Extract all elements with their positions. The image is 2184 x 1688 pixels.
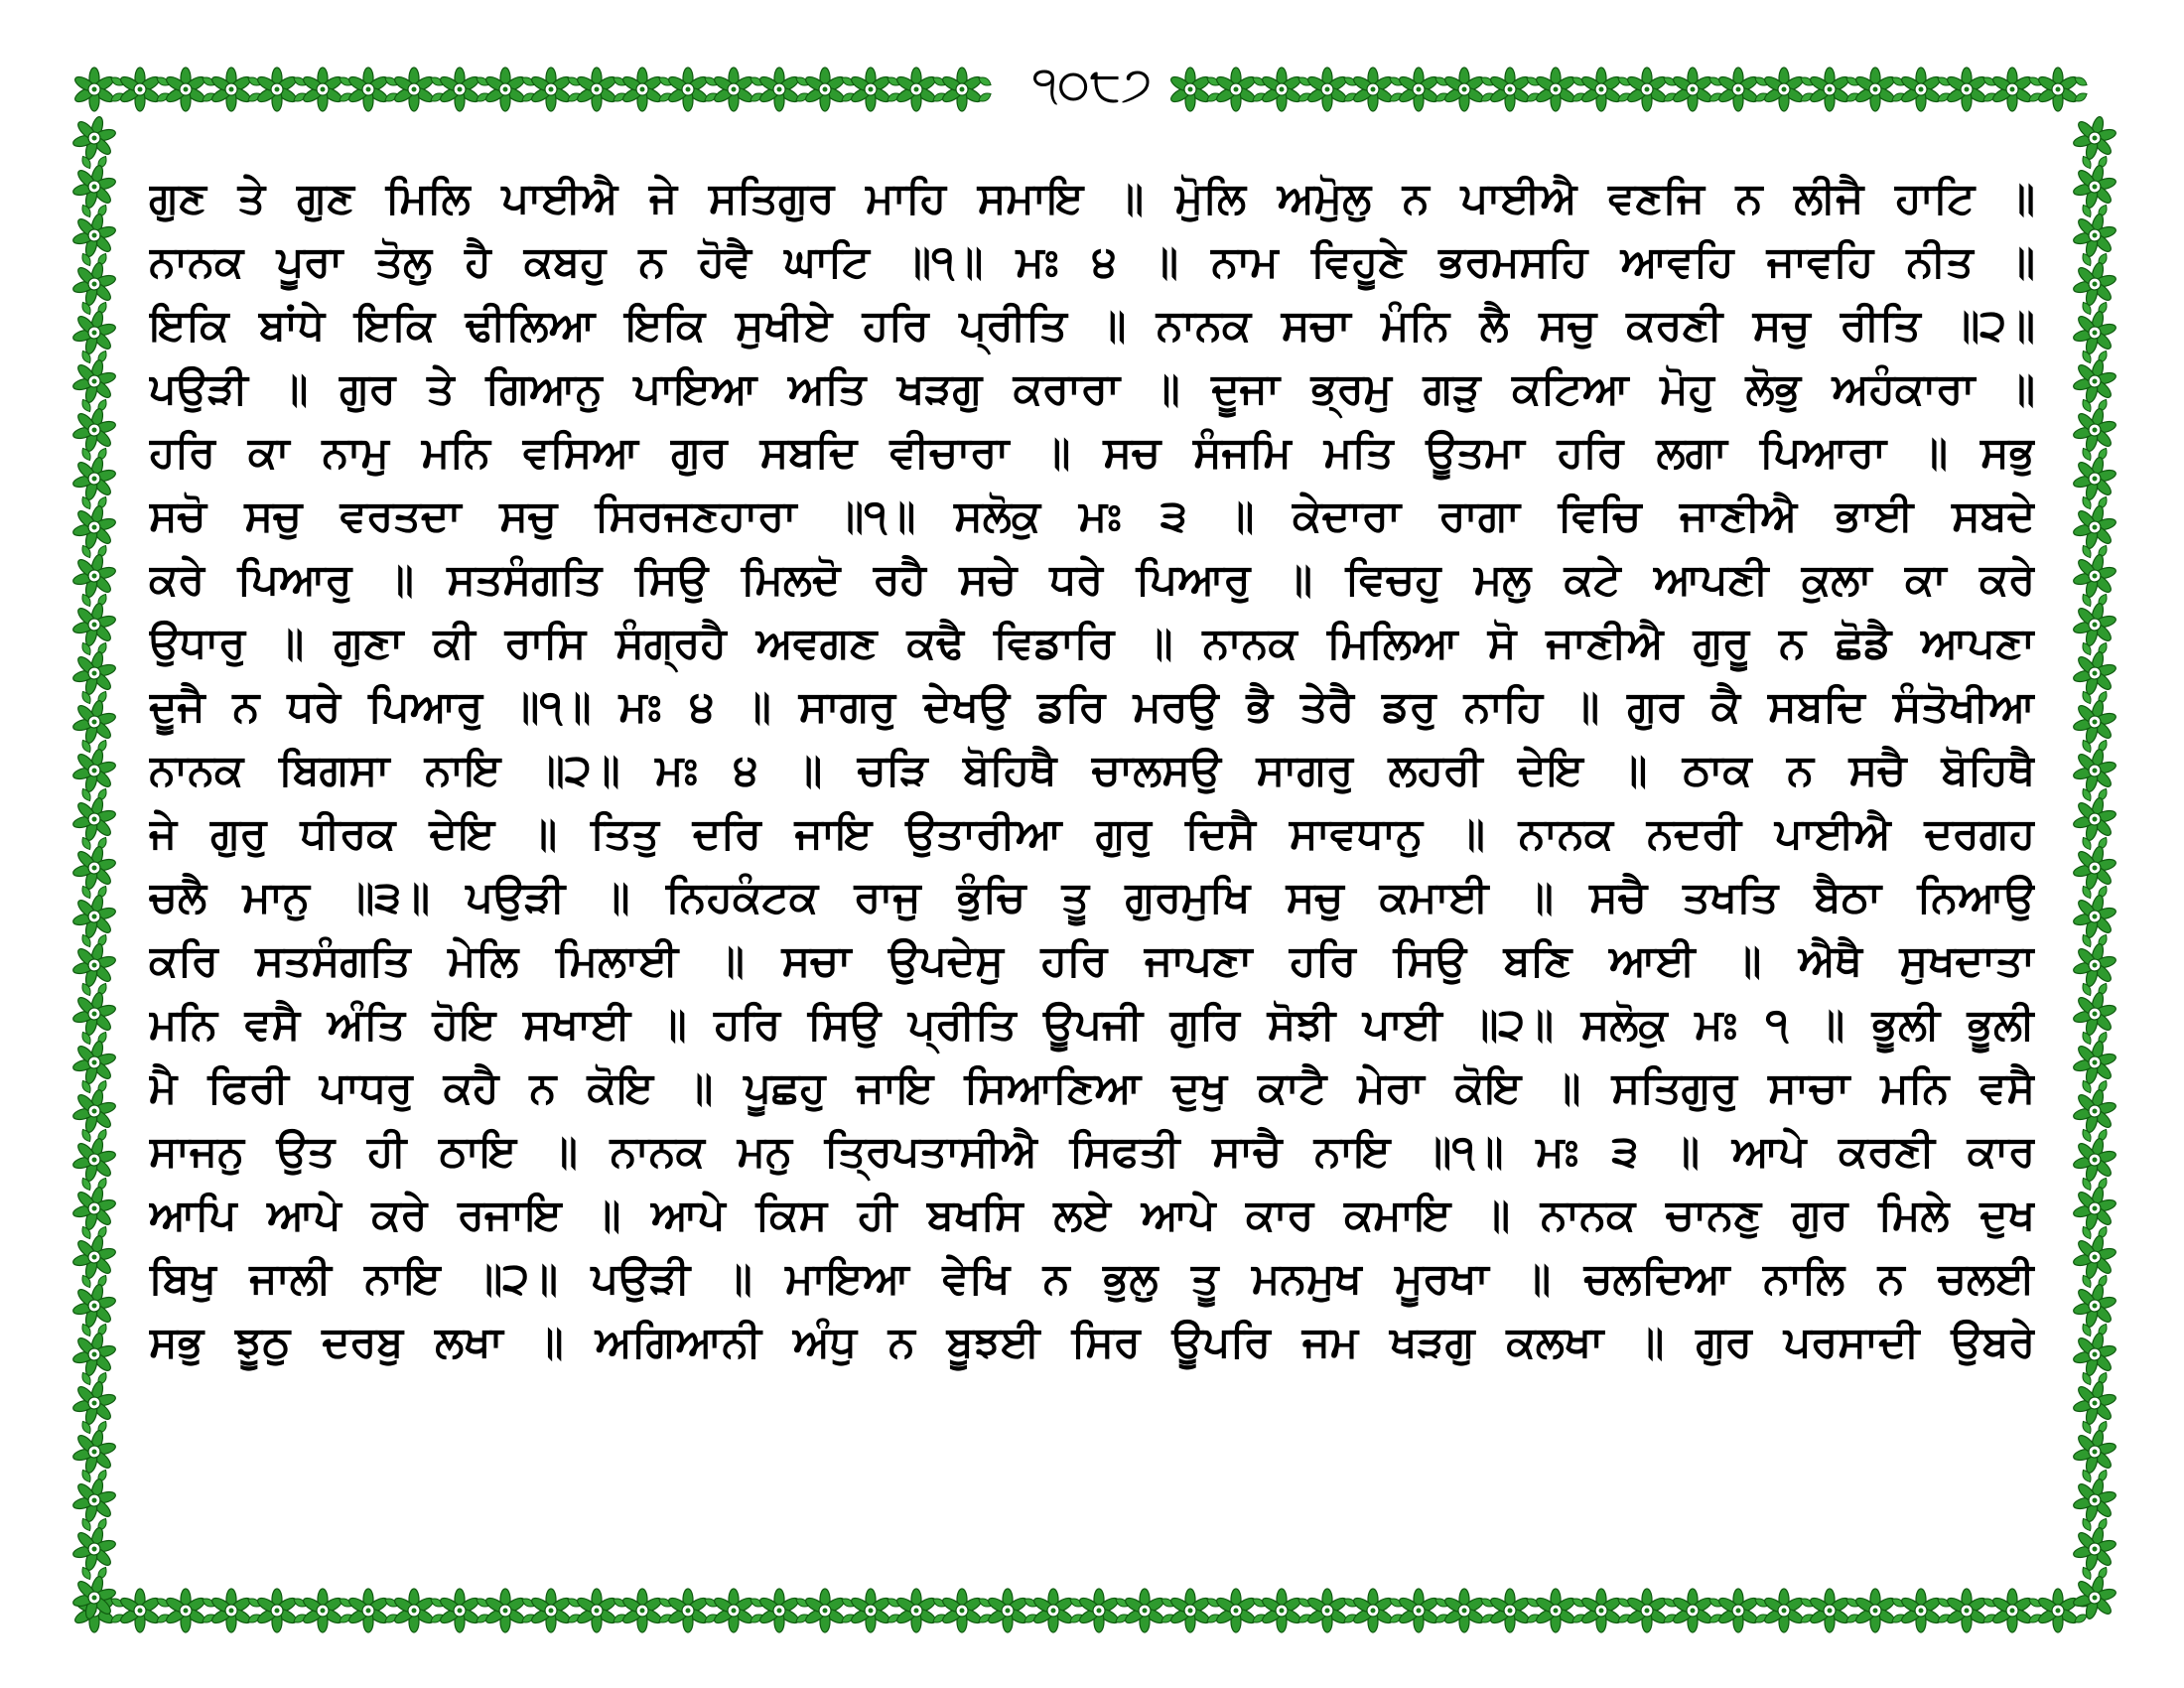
flower-icon — [2068, 744, 2120, 797]
flower-icon — [2068, 257, 2120, 311]
flower-icon — [301, 68, 343, 111]
flower-icon — [346, 1589, 389, 1632]
text-line-3: ਇਕਿ ਬਾਂਧੇ ਇਕਿ ਢੀਲਿਆ ਇਕਿ ਸੁਖੀਏ ਹਰਿ ਪ੍ਰੀਤਿ ॥ ਨਾਨਕ ਸਚਾ ਮੰਨਿ ਲੈ ਸਚੁ ਕਰਣੀ ਸਚੁ ਰੀਤਿ ॥੨॥ — [149, 301, 2035, 351]
flower-icon — [209, 68, 252, 111]
flower-icon — [757, 1589, 800, 1632]
flower-icon — [1625, 1589, 1668, 1632]
text-line-19: ਸਭੁ ਝੂਠੁ ਦਰਬੁ ਲਖਾ ॥ ਅਗਿਆਨੀ ਅੰਧੁ ਨ ਬੂਝਈ ਸਿਰ ਊਪਰਿ ਜਮ ਖੜਗੁ ਕਲਖਾ ॥ ਗੁਰ ਪਰਸਾਦੀ ਉਬਰੇ — [149, 1318, 2035, 1367]
flower-icon — [438, 1589, 480, 1632]
flower-icon — [118, 1589, 161, 1632]
flower-icon — [986, 1589, 1028, 1632]
flower-icon — [575, 1589, 617, 1632]
flower-icon — [1351, 68, 1394, 111]
flower-icon — [1260, 1589, 1302, 1632]
flower-icon — [2068, 1133, 2120, 1187]
flower-icon — [2068, 890, 2120, 943]
flower-icon — [2068, 452, 2120, 505]
flower-icon — [1168, 68, 1211, 111]
flower-icon — [68, 257, 120, 311]
text-line-1: ਗੁਣ ਤੇ ਗੁਣ ਮਿਲਿ ਪਾਈਐ ਜੇ ਸਤਿਗੁਰ ਮਾਹਿ ਸਮਾਇ ॥ ਮੋੁਲਿ ਅਮੋੁਲੁ ਨ ਪਾਈਐ ਵਣਜਿ ਨ ਲੀਜੈ ਹਾਟਿ ॥ — [149, 174, 2035, 223]
flower-icon — [1214, 1589, 1257, 1632]
flower-icon — [1762, 1589, 1805, 1632]
flower-icon — [301, 1589, 343, 1632]
flower-icon — [68, 938, 120, 992]
flower-icon — [1808, 1589, 1850, 1632]
flower-icon — [164, 1589, 206, 1632]
text-line-14: ਮਨਿ ਵਸੈ ਅੰਤਿ ਹੋਇ ਸਖਾਈ ॥ ਹਰਿ ਸਿਉ ਪ੍ਰੀਤਿ ਊਪਜੀ ਗੁਰਿ ਸੋਝੀ ਪਾਈ ॥੨॥ ਸਲੋਕੁ ਮਃ ੧ ॥ ਭੂਲੀ ਭੂਲੀ — [149, 1000, 2035, 1050]
flower-icon — [2068, 792, 2120, 846]
flower-icon — [68, 1230, 120, 1284]
flower-icon — [666, 1589, 709, 1632]
flower-icon — [438, 68, 480, 111]
flower-icon — [712, 68, 754, 111]
flower-icon — [1442, 1589, 1485, 1632]
flower-icon — [1945, 68, 1987, 111]
flower-icon — [575, 68, 617, 111]
flower-icon — [2068, 1328, 2120, 1381]
text-line-11: ਜੇ ਗੁਰੁ ਧੀਰਕ ਦੇਇ ॥ ਤਿਤੁ ਦਰਿ ਜਾਇ ਉਤਾਰੀਆ ਗੁਰੁ ਦਿਸੈ ਸਾਵਧਾਨੁ ॥ ਨਾਨਕ ਨਦਰੀ ਪਾਈਐ ਦਰਗਹ — [149, 809, 2035, 859]
flower-icon — [1579, 68, 1622, 111]
flower-icon — [68, 744, 120, 797]
flower-icon — [2068, 1084, 2120, 1138]
flower-icon — [2068, 695, 2120, 749]
flower-icon — [712, 1589, 754, 1632]
flower-icon — [849, 68, 891, 111]
flower-icon — [1899, 68, 1942, 111]
flower-icon — [1214, 68, 1257, 111]
flower-icon — [1351, 1589, 1394, 1632]
flower-icon — [68, 306, 120, 359]
flower-icon — [68, 1036, 120, 1089]
text-line-10: ਨਾਨਕ ਬਿਗਸਾ ਨਾਇ ॥੨॥ ਮਃ ੪ ॥ ਚੜਿ ਬੋਹਿਥੈ ਚਾਲਸਉ ਸਾਗਰੁ ਲਹਰੀ ਦੇਇ ॥ ਠਾਕ ਨ ਸਚੈ ਬੋਹਿਥੈ — [149, 746, 2035, 795]
flower-icon — [68, 646, 120, 700]
flower-icon — [68, 452, 120, 505]
text-line-12: ਚਲੈ ਮਾਨੁ ॥੩॥ ਪਉੜੀ ॥ ਨਿਹਕੰਟਕ ਰਾਜੁ ਭੁੰਚਿ ਤੂ ਗੁਰਮੁਖਿ ਸਚੁ ਕਮਾਈ ॥ ਸਚੈ ਤਖਤਿ ਬੈਠਾ ਨਿਆਉ — [149, 873, 2035, 922]
flower-icon — [209, 1589, 252, 1632]
flower-icon — [68, 160, 120, 213]
text-line-6: ਸਚੋ ਸਚੁ ਵਰਤਦਾ ਸਚੁ ਸਿਰਜਣਹਾਰਾ ॥੧॥ ਸਲੋਕੁ ਮਃ ੩ ॥ ਕੇਦਾਰਾ ਰਾਗਾ ਵਿਚਿ ਜਾਣੀਐ ਭਾਈ ਸਬਦੇ — [149, 492, 2035, 541]
flower-icon — [68, 111, 120, 165]
flower-icon — [255, 68, 298, 111]
text-line-7: ਕਰੇ ਪਿਆਰੁ ॥ ਸਤਸੰਗਤਿ ਸਿਉ ਮਿਲਦੋ ਰਹੈ ਸਚੇ ਧਰੇ ਪਿਆਰੁ ॥ ਵਿਚਹੁ ਮਲੁ ਕਟੇ ਆਪਣੀ ਕੁਲਾ ਕਾ ਕਰੇ — [149, 555, 2035, 605]
flower-icon — [392, 68, 435, 111]
flower-icon — [68, 695, 120, 749]
flower-icon — [2068, 1182, 2120, 1235]
flower-icon — [1808, 68, 1850, 111]
flower-icon — [68, 500, 120, 554]
flower-icon — [940, 1589, 983, 1632]
flower-icon — [666, 68, 709, 111]
flower-icon — [940, 68, 983, 111]
flower-icon — [68, 598, 120, 651]
flower-icon — [2036, 1589, 2079, 1632]
text-line-18: ਬਿਖੁ ਜਾਲੀ ਨਾਇ ॥੨॥ ਪਉੜੀ ॥ ਮਾਇਆ ਵੇਖਿ ਨ ਭੁਲੁ ਤੂ ਮਨਮੁਖ ਮੂਰਖਾ ॥ ਚਲਦਿਆ ਨਾਲਿ ਨ ਚਲਈ — [149, 1254, 2035, 1304]
flower-icon — [2068, 1571, 2120, 1624]
flower-icon — [1031, 1589, 1074, 1632]
flower-icon — [2068, 987, 2120, 1041]
flower-icon — [2068, 354, 2120, 408]
flower-icon — [1990, 68, 2033, 111]
scripture-text-block — [149, 167, 2035, 1537]
flower-icon — [1123, 1589, 1165, 1632]
flower-icon — [2068, 598, 2120, 651]
flower-icon — [2068, 841, 2120, 895]
flower-icon — [1625, 68, 1668, 111]
flower-icon — [2068, 1376, 2120, 1430]
text-line-13: ਕਰਿ ਸਤਸੰਗਤਿ ਮੇਲਿ ਮਿਲਾਈ ॥ ਸਚਾ ਉਪਦੇਸੁ ਹਰਿ ਜਾਪਣਾ ਹਰਿ ਸਿਉ ਬਣਿ ਆਈ ॥ ਐਥੈ ਸੁਖਦਾਤਾ — [149, 936, 2035, 986]
flower-icon — [1990, 1589, 2033, 1632]
flower-icon — [2068, 1522, 2120, 1576]
flower-icon — [346, 68, 389, 111]
page-number: ੧੦੮੭ — [1023, 50, 1161, 119]
flower-icon — [1397, 1589, 1439, 1632]
flower-icon — [757, 68, 800, 111]
flower-icon — [68, 1376, 120, 1430]
flower-icon — [803, 1589, 846, 1632]
flower-icon — [803, 68, 846, 111]
flower-icon — [255, 1589, 298, 1632]
flower-icon — [68, 1084, 120, 1138]
text-line-16: ਸਾਜਨੁ ਉਤ ਹੀ ਠਾਇ ॥ ਨਾਨਕ ਮਨੁ ਤ੍ਰਿਪਤਾਸੀਐ ਸਿਫਤੀ ਸਾਚੈ ਨਾਇ ॥੧॥ ਮਃ ੩ ॥ ਆਪੇ ਕਰਣੀ ਕਾਰ — [149, 1127, 2035, 1177]
text-line-2: ਨਾਨਕ ਪੂਰਾ ਤੋਲੁ ਹੈ ਕਬਹੁ ਨ ਹੋਵੈ ਘਾਟਿ ॥੧॥ ਮਃ ੪ ॥ ਨਾਮ ਵਿਹੂਣੇ ਭਰਮਸਹਿ ਆਵਹਿ ਜਾਵਹਿ ਨੀਤ ॥ — [149, 237, 2035, 287]
flower-icon — [894, 1589, 937, 1632]
flower-icon — [1762, 68, 1805, 111]
flower-icon — [620, 68, 663, 111]
flower-icon — [68, 1522, 120, 1576]
flower-icon — [1579, 1589, 1622, 1632]
flower-icon — [68, 792, 120, 846]
flower-icon — [1853, 68, 1896, 111]
flower-icon — [2068, 1230, 2120, 1284]
flower-icon — [2068, 500, 2120, 554]
flower-icon — [68, 1279, 120, 1333]
flower-icon — [118, 68, 161, 111]
text-line-4: ਪਉੜੀ ॥ ਗੁਰ ਤੇ ਗਿਆਨੁ ਪਾਇਆ ਅਤਿ ਖੜਗੁ ਕਰਾਰਾ ॥ ਦੂਜਾ ਭ੍ਰਮੁ ਗੜੁ ਕਟਿਆ ਮੋਹੁ ਲੋਭੁ ਅਹੰਕਾਰਾ ॥ — [149, 364, 2035, 414]
flower-icon — [529, 68, 572, 111]
flower-icon — [68, 1474, 120, 1527]
flower-icon — [1534, 1589, 1576, 1632]
flower-icon — [1716, 1589, 1759, 1632]
flower-icon — [2068, 938, 2120, 992]
flower-icon — [68, 1182, 120, 1235]
flower-icon — [68, 1133, 120, 1187]
flower-icon — [68, 209, 120, 262]
flower-icon — [1945, 1589, 1987, 1632]
flower-icon — [68, 354, 120, 408]
flower-icon — [392, 1589, 435, 1632]
flower-icon — [1534, 68, 1576, 111]
flower-icon — [849, 1589, 891, 1632]
flower-icon — [1077, 1589, 1120, 1632]
flower-icon — [1305, 68, 1348, 111]
flower-icon — [68, 987, 120, 1041]
flower-icon — [1853, 1589, 1896, 1632]
flower-icon — [2068, 1036, 2120, 1089]
flower-icon — [529, 1589, 572, 1632]
flower-icon — [1899, 1589, 1942, 1632]
flower-icon — [2068, 111, 2120, 165]
flower-icon — [483, 68, 526, 111]
flower-icon — [68, 1328, 120, 1381]
flower-icon — [1671, 68, 1713, 111]
text-line-17: ਆਪਿ ਆਪੇ ਕਰੇ ਰਜਾਇ ॥ ਆਪੇ ਕਿਸ ਹੀ ਬਖਸਿ ਲਏ ਆਪੇ ਕਾਰ ਕਮਾਇ ॥ ਨਾਨਕ ਚਾਨਣੁ ਗੁਰ ਮਿਲੇ ਦੁਖ — [149, 1191, 2035, 1240]
flower-icon — [2068, 1425, 2120, 1478]
flower-icon — [2068, 1474, 2120, 1527]
flower-icon — [483, 1589, 526, 1632]
text-line-8: ਉਧਾਰੁ ॥ ਗੁਣਾ ਕੀ ਰਾਸਿ ਸੰਗ੍ਰਹੈ ਅਵਗਣ ਕਢੈ ਵਿਡਾਰਿ ॥ ਨਾਨਕ ਮਿਲਿਆ ਸੋ ਜਾਣੀਐ ਗੁਰੂ ਨ ਛੋਡੈ ਆਪਣਾ — [149, 619, 2035, 668]
flower-icon — [1442, 68, 1485, 111]
flower-icon — [2068, 209, 2120, 262]
flower-icon — [2068, 403, 2120, 457]
text-line-9: ਦੂਜੈ ਨ ਧਰੇ ਪਿਆਰੁ ॥੧॥ ਮਃ ੪ ॥ ਸਾਗਰੁ ਦੇਖਉ ਡਰਿ ਮਰਉ ਭੈ ਤੇਰੈ ਡਰੁ ਨਾਹਿ ॥ ਗੁਰ ਕੈ ਸਬਦਿ ਸੰਤੋਖੀਆ — [149, 682, 2035, 732]
flower-icon — [72, 68, 115, 111]
flower-icon — [2036, 68, 2079, 111]
text-line-5: ਹਰਿ ਕਾ ਨਾਮੁ ਮਨਿ ਵਸਿਆ ਗੁਰ ਸਬਦਿ ਵੀਚਾਰਾ ॥ ਸਚ ਸੰਜਮਿ ਮਤਿ ਊਤਮਾ ਹਰਿ ਲਗਾ ਪਿਆਰਾ ॥ ਸਭੁ — [149, 428, 2035, 478]
flower-icon — [68, 841, 120, 895]
flower-icon — [164, 68, 206, 111]
flower-icon — [1260, 68, 1302, 111]
flower-icon — [1488, 68, 1531, 111]
flower-icon — [68, 549, 120, 603]
flower-icon — [894, 68, 937, 111]
flower-icon — [1716, 68, 1759, 111]
flower-icon — [2068, 306, 2120, 359]
flower-icon — [620, 1589, 663, 1632]
flower-icon — [2068, 646, 2120, 700]
flower-icon — [1168, 1589, 1211, 1632]
flower-icon — [1488, 1589, 1531, 1632]
flower-icon — [1671, 1589, 1713, 1632]
flower-icon — [1305, 1589, 1348, 1632]
text-line-15: ਮੈ ਫਿਰੀ ਪਾਧਰੁ ਕਹੈ ਨ ਕੋਇ ॥ ਪੂਛਹੁ ਜਾਇ ਸਿਆਣਿਆ ਦੁਖੁ ਕਾਟੈ ਮੇਰਾ ਕੋਇ ॥ ਸਤਿਗੁਰੁ ਸਾਚਾ ਮਨਿ ਵਸੈ — [149, 1063, 2035, 1113]
flower-icon — [68, 403, 120, 457]
flower-icon — [2068, 549, 2120, 603]
flower-icon — [2068, 1279, 2120, 1333]
flower-icon — [68, 1425, 120, 1478]
flower-icon — [2068, 160, 2120, 213]
flower-icon — [1397, 68, 1439, 111]
flower-icon — [68, 890, 120, 943]
